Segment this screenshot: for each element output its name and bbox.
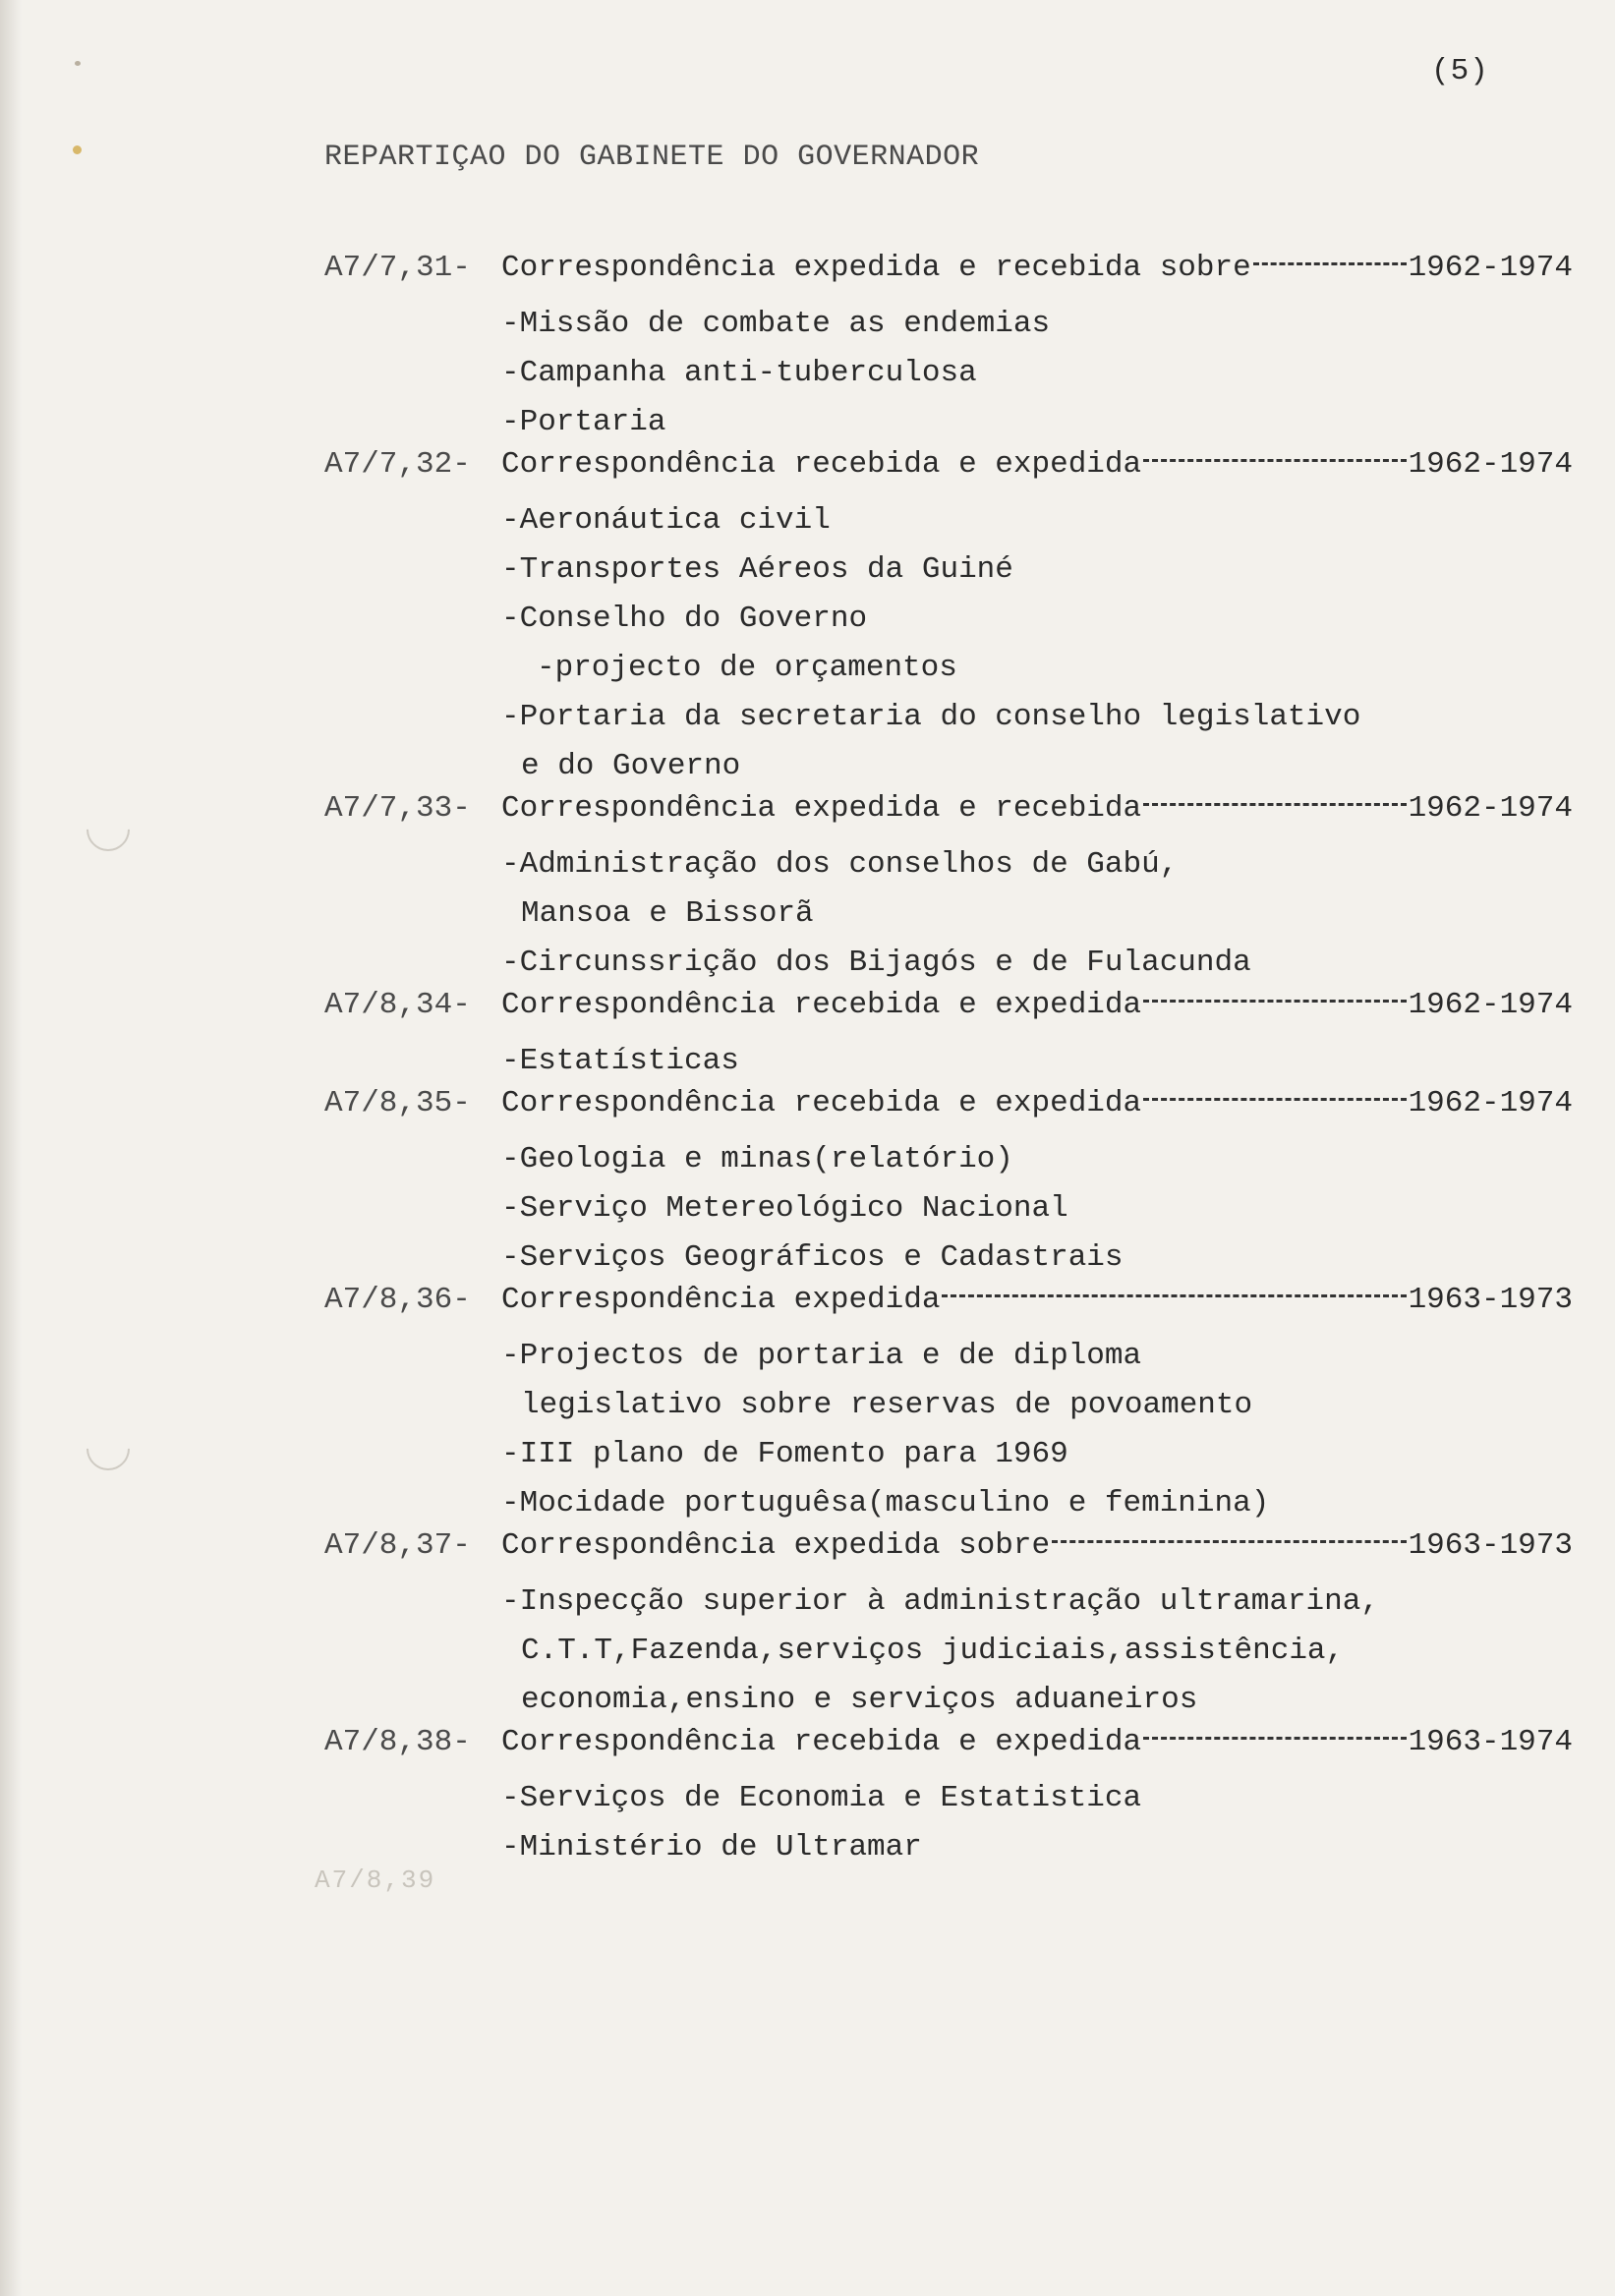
reference-code: A7/8,35- xyxy=(324,1086,471,1120)
date-range: 1963-1973 xyxy=(1408,1528,1573,1563)
entry-subject: -Ministério de Ultramar xyxy=(501,1830,922,1865)
dash-leader xyxy=(1052,1540,1406,1543)
entry-subject: -Estatísticas xyxy=(501,1044,739,1078)
entry-subject: -Serviços de Economia e Estatistica xyxy=(501,1781,1142,1815)
entry-heading xyxy=(324,791,1573,840)
entry-heading xyxy=(324,988,1573,1037)
dash-leader xyxy=(1143,803,1406,806)
entry-subject: -Serviços Geográficos e Cadastrais xyxy=(501,1240,1124,1275)
page-edge-shadow xyxy=(0,0,22,2296)
archive-entry xyxy=(324,1283,1573,1528)
entry-subject: economia,ensino e serviços aduaneiros xyxy=(521,1683,1198,1717)
date-range: 1962-1974 xyxy=(1408,1086,1573,1120)
date-range: 1962-1974 xyxy=(1408,791,1573,826)
paper-speck xyxy=(73,145,82,154)
punch-hole xyxy=(78,799,139,860)
date-range: 1963-1974 xyxy=(1408,1725,1573,1759)
archive-entry xyxy=(324,988,1573,1086)
entry-title: Correspondência expedida xyxy=(501,1283,941,1317)
archive-entry xyxy=(324,1086,1573,1283)
entry-title: Correspondência recebida e expedida xyxy=(501,1086,1142,1120)
faded-note: A7/8,39 xyxy=(315,1866,436,1895)
entry-subject: Mansoa e Bissorã xyxy=(521,896,814,931)
entry-subject: -Portaria xyxy=(501,405,666,439)
entry-title: Correspondência expedida e recebida sobre xyxy=(501,251,1251,285)
paper-speck xyxy=(75,61,81,66)
entry-title: Correspondência recebida e expedida xyxy=(501,1725,1142,1759)
entry-subject: legislativo sobre reservas de povoamento xyxy=(521,1388,1253,1422)
entry-heading xyxy=(324,1725,1573,1774)
dash-leader xyxy=(1143,1737,1406,1740)
date-range: 1962-1974 xyxy=(1408,251,1573,285)
date-range: 1963-1973 xyxy=(1408,1283,1573,1317)
entry-subject: -Portaria da secretaria do conselho legislativo xyxy=(501,700,1361,734)
entry-subject: -Campanha anti-tuberculosa xyxy=(501,356,977,390)
entry-subject: -Mocidade portuguêsa(masculino e feminina) xyxy=(501,1486,1270,1521)
entry-subject: C.T.T,Fazenda,serviços judiciais,assistência, xyxy=(521,1634,1345,1668)
entry-list xyxy=(324,251,1573,1872)
reference-code: A7/8,37- xyxy=(324,1528,471,1563)
reference-code: A7/7,33- xyxy=(324,791,471,826)
entry-heading xyxy=(324,447,1573,496)
archive-entry xyxy=(324,447,1573,791)
entry-subject: -Administração dos conselhos de Gabú, xyxy=(501,847,1179,882)
entry-title: Correspondência expedida sobre xyxy=(501,1528,1051,1563)
page-number: (5) xyxy=(1431,54,1489,88)
punch-hole xyxy=(78,1418,139,1479)
entry-title: Correspondência recebida e expedida xyxy=(501,447,1142,482)
reference-code: A7/8,36- xyxy=(324,1283,471,1317)
reference-code: A7/7,31- xyxy=(324,251,471,285)
entry-subject: -III plano de Fomento para 1969 xyxy=(501,1437,1068,1471)
dash-leader xyxy=(1253,262,1407,265)
reference-code: A7/8,38- xyxy=(324,1725,471,1759)
archive-entry xyxy=(324,251,1573,447)
entry-subject: -Geologia e minas(relatório) xyxy=(501,1142,1013,1177)
entry-subject: -Circunssrição dos Bijagós e de Fulacunda xyxy=(501,946,1251,980)
page-title: REPARTIÇAO DO GABINETE DO GOVERNADOR xyxy=(324,141,980,174)
entry-heading xyxy=(324,251,1573,300)
archive-entry xyxy=(324,1528,1573,1725)
entry-subject: -projecto de orçamentos xyxy=(537,651,957,685)
archive-entry xyxy=(324,1725,1573,1872)
entry-subject: -Aeronáutica civil xyxy=(501,503,831,538)
entry-subject: -Conselho do Governo xyxy=(501,602,868,636)
entry-subject: -Projectos de portaria e de diploma xyxy=(501,1339,1142,1373)
reference-code: A7/7,32- xyxy=(324,447,471,482)
entry-heading xyxy=(324,1283,1573,1332)
entry-subject: -Serviço Metereológico Nacional xyxy=(501,1191,1068,1226)
entry-subject: -Missão de combate as endemias xyxy=(501,307,1051,341)
dash-leader xyxy=(942,1294,1406,1297)
entry-heading xyxy=(324,1528,1573,1578)
reference-code: A7/8,34- xyxy=(324,988,471,1022)
entry-subject: e do Governo xyxy=(521,749,741,783)
entry-heading xyxy=(324,1086,1573,1135)
date-range: 1962-1974 xyxy=(1408,988,1573,1022)
dash-leader xyxy=(1143,459,1406,462)
entry-subject: -Transportes Aéreos da Guiné xyxy=(501,552,1013,587)
date-range: 1962-1974 xyxy=(1408,447,1573,482)
entry-subject: -Inspecção superior à administração ultramarina, xyxy=(501,1584,1379,1619)
dash-leader xyxy=(1143,1098,1406,1101)
dash-leader xyxy=(1143,1000,1406,1003)
archive-entry xyxy=(324,791,1573,988)
entry-title: Correspondência recebida e expedida xyxy=(501,988,1142,1022)
entry-title: Correspondência expedida e recebida xyxy=(501,791,1142,826)
